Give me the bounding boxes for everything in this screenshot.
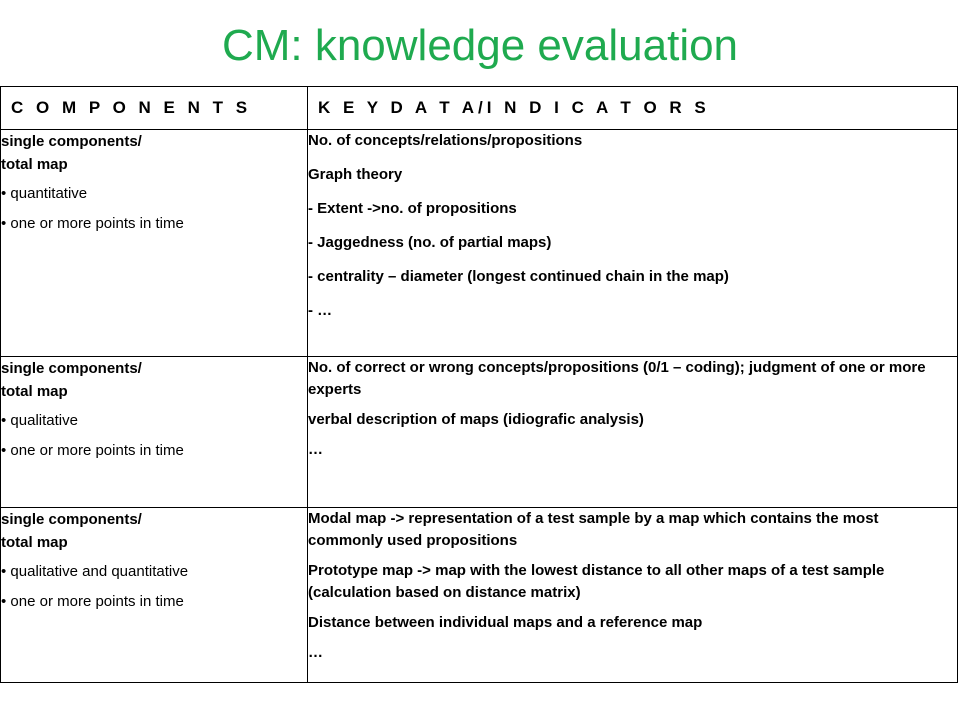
component-label: single components/ [1,511,142,528]
indicator-item: Prototype map -> map with the lowest distance to all other maps of a test sample (calculation based on distance matrix) [308,562,885,601]
slide-title: CM: knowledge evaluation [221,21,739,70]
table-header-row [1,87,958,130]
components-cell [1,357,308,508]
table-row [1,357,958,508]
indicators-cell [308,508,958,683]
indicator-item: Modal map -> representation of a test sample by a map which contains the most commonly used propositions [308,510,879,549]
indicator-item: - Jaggedness (no. of partial maps) [308,234,552,251]
components-cell [1,508,308,683]
indicator-item: No. of concepts/relations/propositions [308,132,583,149]
component-bullet: • qualitative [1,412,78,429]
component-bullet: • qualitative and quantitative [1,563,189,580]
table-row [1,130,958,357]
indicators-cell [308,130,958,357]
components-cell [1,130,308,357]
indicator-item: No. of correct or wrong concepts/propositions (0/1 – coding); judgment of one or more experts [308,359,926,398]
component-label: single components/ [1,360,142,377]
header-key-data: K E Y D A T A/I N D I C A T O R S [308,87,958,130]
indicator-item: Distance between individual maps and a reference map [308,614,703,631]
component-label: total map [1,534,68,551]
component-bullet: • one or more points in time [1,442,184,459]
indicators-cell [308,357,958,508]
indicator-item: … [308,441,323,458]
indicator-item: verbal description of maps (idiografic analysis) [308,411,644,428]
header-components: C O M P O N E N T S [1,87,308,130]
component-label: single components/ [1,133,142,150]
component-bullet: • one or more points in time [1,215,184,232]
indicator-item: - Extent ->no. of propositions [308,200,517,217]
indicator-item: - … [308,302,333,319]
component-bullet: • one or more points in time [1,593,184,610]
indicator-item: … [308,644,323,661]
evaluation-table [0,86,958,683]
component-label: total map [1,156,68,173]
indicator-item: Graph theory [308,166,403,183]
table-row [1,508,958,683]
component-label: total map [1,383,68,400]
component-bullet: • quantitative [1,185,88,202]
indicator-item: - centrality – diameter (longest continued chain in the map) [308,268,729,285]
